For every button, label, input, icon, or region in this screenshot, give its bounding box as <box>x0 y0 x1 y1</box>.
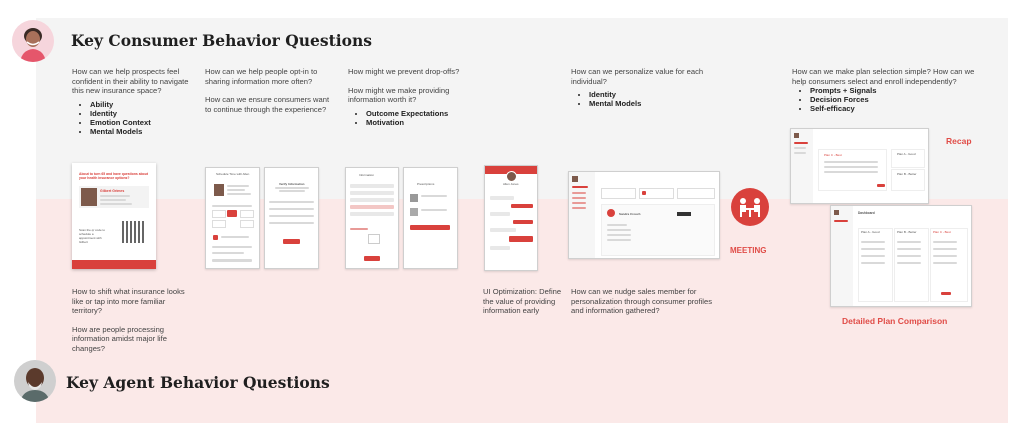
agent-avatar <box>14 360 56 402</box>
question-text: How can we help people opt-in to sharing information more often? <box>205 67 318 86</box>
prescriptions-screen <box>403 167 458 269</box>
bullet: • Mental Models <box>589 99 706 108</box>
bullet: • Self-efficacy <box>810 104 977 113</box>
flyer-cta: Scan the qr code to schedule a appointment with Gilbert <box>79 228 106 244</box>
meeting-icon <box>731 188 769 226</box>
bullet: • Motivation <box>366 118 488 127</box>
bullet: • Mental Models <box>90 127 197 136</box>
schedule-screen <box>205 167 260 269</box>
question-text-2: How are people processing information amidst major life changes? <box>72 324 167 353</box>
question-text-2: How can we ensure consumers want to continue through the experience? <box>205 95 330 114</box>
bullet: • Prompts + Signals <box>810 86 977 95</box>
recap-plan-c: Plan C - Best <box>824 153 842 157</box>
dashboard-plan-a: Plan A - Good <box>861 230 880 234</box>
recap-plan-a: Plan A - Good <box>897 152 916 156</box>
question-text: How can we help prospects feel confident in their ability to navigate this new insurance space? <box>72 67 189 96</box>
chat-name: Allen Jones <box>503 182 519 186</box>
consumer-question-5 <box>792 67 977 113</box>
question-text: How can we personalize value for each individual? <box>571 67 704 86</box>
dashboard-plan-c: Plan C - Best <box>933 230 951 234</box>
question-text: UI Optimization: Define the value of providing information early <box>483 287 562 316</box>
detailed-plan-comparison-label: Detailed Plan Comparison <box>842 316 948 326</box>
question-text: How might we prevent drop-offs? <box>348 67 460 76</box>
consumer-question-2 <box>205 67 330 114</box>
consumer-question-4 <box>571 67 706 108</box>
consumer-avatar <box>12 20 54 62</box>
question-text: How can we make plan selection simple? How can we help consumers select and enroll independently? <box>792 67 975 86</box>
dashboard-screen <box>830 205 972 307</box>
bullet: • Identity <box>589 90 706 99</box>
question-text: How can we nudge sales member for personalization through consumer profiles and information gathered? <box>571 287 712 316</box>
question-text-2: How might we make providing information worth it? <box>348 85 450 105</box>
agent-title: Key Agent Behavior Questions <box>66 373 330 392</box>
information-screen <box>345 167 399 269</box>
chat-screen <box>484 165 538 271</box>
agent-question-1 <box>72 287 197 354</box>
recap-screen <box>790 128 929 204</box>
flyer-mockup <box>72 163 156 269</box>
dashboard-plan-b: Plan B - Better <box>897 230 917 234</box>
prescriptions-title: Prescriptions <box>417 182 435 186</box>
meeting-label: MEETING <box>730 246 767 255</box>
consumer-title: Key Consumer Behavior Questions <box>71 31 372 50</box>
information-title: Information <box>359 173 375 177</box>
qr-code-icon <box>122 221 144 243</box>
verify-title: Verify Information <box>279 182 305 186</box>
bullet: • Decision Forces <box>810 95 977 104</box>
consumer-question-3 <box>348 67 488 127</box>
bullet: • Identity <box>90 109 197 118</box>
flyer-agent-name: Gilbert Grimes <box>100 189 125 193</box>
recap-label: Recap <box>946 136 972 146</box>
agent-desktop-screen <box>568 171 720 259</box>
consumer-question-1 <box>72 67 197 136</box>
schedule-title: Schedule Time with Allen <box>216 172 250 176</box>
agent-question-2 <box>483 287 563 316</box>
question-text: How to shift what insurance looks like or tap into more familiar territory? <box>72 287 185 316</box>
bullet: • Ability <box>90 100 197 109</box>
agent-question-3 <box>571 287 721 316</box>
recap-plan-b: Plan B - Better <box>897 172 917 176</box>
flyer-headline: About to turn 65 and have questions about your health insurance options? <box>79 172 148 181</box>
bullet: • Emotion Context <box>90 118 197 127</box>
dashboard-title: Dashboard <box>858 211 875 215</box>
member-name: Sandra Crouch <box>619 212 641 216</box>
bullet: • Outcome Expectations <box>366 109 488 118</box>
verify-screen <box>264 167 319 269</box>
